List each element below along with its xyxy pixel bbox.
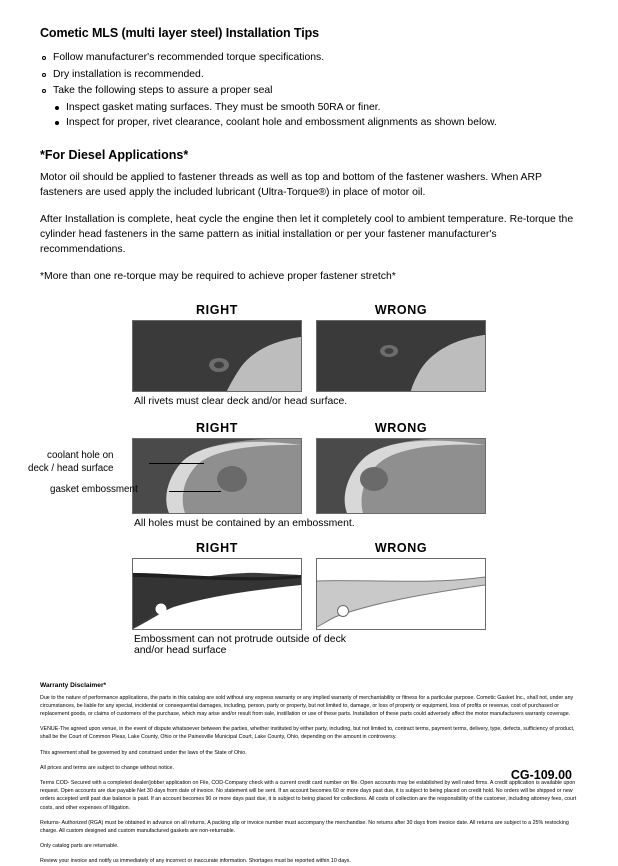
figure-holes — [40, 421, 578, 514]
figure-rivets-wrong — [316, 303, 486, 392]
tips-list — [40, 50, 578, 99]
figure-label-right: RIGHT — [196, 302, 238, 317]
paragraph-heat-cycle: After Installation is complete, heat cycle the engine then let it completely cool to ambient temperature. Re-torque the cylinder head fasteners in the same pattern as initial installation or per your fastener manufacturer's recommendations. — [40, 214, 574, 256]
warranty-section — [40, 682, 578, 866]
figure-rivets-right — [132, 303, 302, 392]
figure-protrude-right — [132, 541, 302, 630]
figure-caption: All rivets must clear deck and/or head surface. — [134, 395, 348, 407]
warranty-paragraph: Review your invoice and notify us immediately of any incorrect or inaccurate information. Shortages must be reported within 10 days. — [40, 858, 351, 865]
figure-label-wrong: WRONG — [374, 540, 428, 555]
figure-label-right: RIGHT — [196, 540, 238, 555]
warranty-paragraph: Due to the nature of performance applications, the parts in this catalog are sold without any express warranty or any implied warranty of merchantability or fitness for a particular purpose. Cometic Gasket Inc., shall not, under any circumstances, be liable for any special, incidental or consequential damages, including, person, party or property, but not limited to, damage, or loss of property or equipment, loss of profits or revenue, cost of purchased or replacement goods, or claims of customers of the purchase, which may arise and/or result from sale, instillation or use of these parts. Installation of these parts could adversely affect the motor manufacturers warranty coverage. — [40, 694, 574, 717]
diesel-heading: *For Diesel Applications* — [40, 148, 189, 163]
figure-label-wrong: WRONG — [374, 420, 428, 435]
paragraph-motor-oil: Motor oil should be applied to fastener threads as well as top and bottom of the fastener washers. When ARP fasteners are used apply the included lubricant (Ultra-Torque®) in place of motor oil. — [40, 172, 542, 199]
callout-coolant-hole-line1: coolant hole on — [47, 449, 114, 461]
warranty-paragraph: This agreement shall be governed by and construed under the laws of the State of Ohio. — [40, 749, 247, 756]
figure-caption: All holes must be contained by an embossment. — [134, 517, 355, 529]
tips-sublist — [40, 100, 578, 131]
callout-gasket-embossment-leader — [169, 491, 221, 492]
callout-coolant-hole-line2: deck / head surface — [28, 462, 114, 474]
warranty-paragraph: Terms COD- Secured with a completed dealer/jobber application on File, COD-Company check with a current credit card number on file. Open accounts may be established by well rated firms. A credit application is available upon request. Open accounts are due payable Net 30 days from date of invoice. No statement will be sent. If an account becomes 60 or more days past due, it is subject to being placed on credit hold. No orders will be shipped or new orders accepted until past due balance is paid. If an account becomes 90 or more days past due, it is subject to being placed for collections. All costs of collection are the responsibility of the customer, including attorney fees, court costs, and other expenses of litigation. — [40, 779, 577, 811]
figure-image-right — [132, 558, 302, 630]
figure-rivets-caption-wrap — [132, 396, 486, 407]
figure-caption-line2: and/or head surface — [134, 644, 227, 656]
callout-gasket-embossment-label: gasket embossment — [50, 483, 138, 495]
warranty-paragraph: VENUE-The agreed upon venue, in the event of dispute whatsoever between the parties, whether instituted by either party, including, but not limited to, contract terms, payment terms, delivery, type, defects, sufficiency of product, shall be the Court of Common Pleas, Lake County, Ohio or the Painesville Municipal Court, Lake County, Ohio, depending on the amount in controversy. — [40, 726, 575, 741]
document-number: CG-109.00 — [510, 768, 572, 782]
figures-section — [28, 302, 578, 656]
figure-protrude — [40, 541, 578, 630]
warranty-heading: Warranty Disclaimer* — [40, 681, 107, 689]
figure-label-right: RIGHT — [196, 420, 238, 435]
figure-holes-right — [132, 421, 302, 514]
page-title: Cometic MLS (multi layer steel) Installation Tips — [40, 26, 319, 40]
figure-image-wrong — [316, 438, 486, 514]
list-item: Take the following steps to assure a proper seal — [40, 83, 578, 99]
paragraph-retorque-note: *More than one re-torque may be required to achieve proper fastener stretch* — [40, 271, 396, 283]
warranty-paragraph: All prices and terms are subject to change without notice. — [40, 764, 174, 771]
figure-rivets — [40, 303, 578, 392]
warranty-paragraph: Only catalog parts are returnable. — [40, 843, 119, 850]
figure-holes-caption-wrap — [132, 518, 486, 529]
figure-image-right — [132, 438, 302, 514]
callout-coolant-hole-leader — [149, 463, 204, 464]
figure-label-wrong: WRONG — [374, 302, 428, 317]
figure-image-right — [132, 320, 302, 392]
callout-coolant-hole — [28, 449, 114, 475]
list-item: Inspect gasket mating surfaces. They must be smooth 50RA or finer. — [52, 100, 578, 116]
warranty-paragraph: Returns- Authorized (RGA) must be obtained in advance on all returns. A packing slip or invoice number must accompany the merchandise. No returns after 30 days from invoice date. All returns are subject to a 25% restocking charge. All custom designed and custom manufactured gaskets are non-returnable. — [40, 819, 569, 834]
figure-holes-block — [28, 420, 578, 514]
figure-holes-wrong — [316, 421, 486, 514]
figure-protrude-caption-wrap — [132, 634, 486, 656]
figure-protrude-wrong — [316, 541, 486, 630]
callout-gasket-embossment — [50, 483, 138, 496]
list-item: Inspect for proper, rivet clearance, coolant hole and embossment alignments as shown below. — [52, 115, 578, 131]
list-item: Follow manufacturer's recommended torque specifications. — [40, 50, 578, 66]
list-item: Dry installation is recommended. — [40, 67, 578, 83]
figure-caption: Embossment can not protrude outside of deck — [134, 633, 346, 645]
figure-image-wrong — [316, 558, 486, 630]
figure-image-wrong — [316, 320, 486, 392]
